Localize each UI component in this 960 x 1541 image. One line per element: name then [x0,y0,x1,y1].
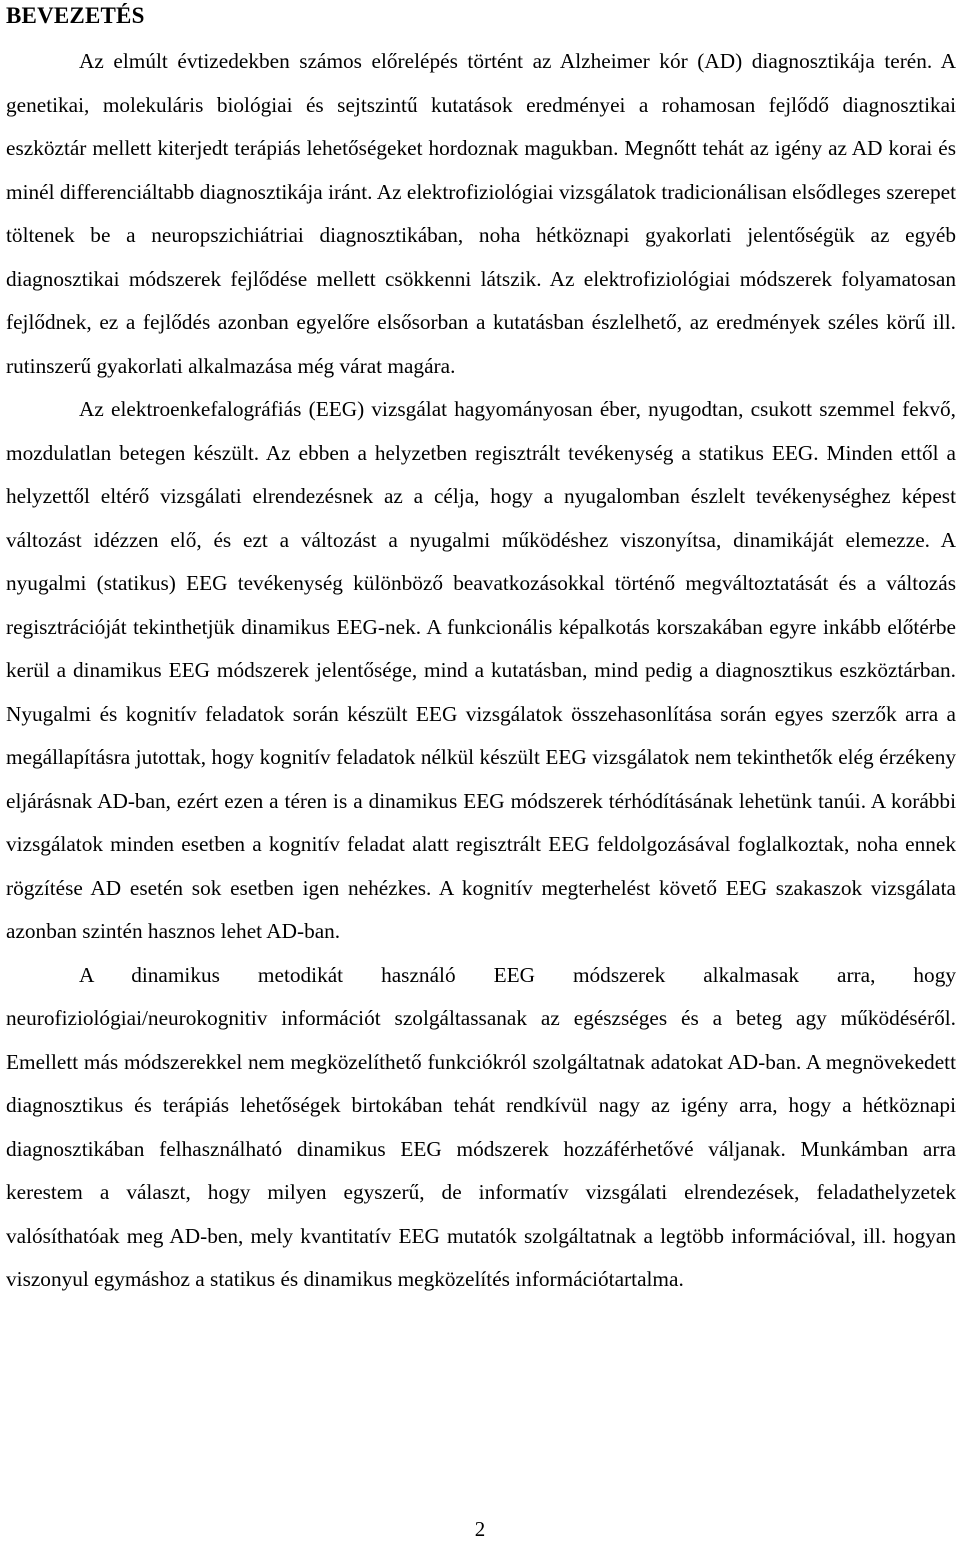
paragraph-dynamic-methods: A dinamikus metodikát használó EEG módszerek alkalmasak arra, hogy neurofiziológiai/neurokognitiv információt szolgáltassanak az egészséges és a beteg agy működéséről. Emellett más módszerekkel nem megközelíthető funkciókról szolgáltatnak adatokat AD-ban. A megnövekedett diagnosztikus és terápiás lehetőségek birtokában tehát rendkívül nagy az igény arra, hogy a hétköznapi diagnosztikában felhasználható dinamikus EEG módszerek hozzáférhetővé váljanak. Munkámban arra kerestem a választ, hogy milyen egyszerű, de informatív vizsgálati elrendezések, feladathelyzetek valósíthatóak meg AD-ben, mely kvantitatív EEG mutatók szolgáltatnak a legtöbb információval, ill. hogyan viszonyul egymáshoz a statikus és dinamikus megközelítés információtartalma. [6,962,956,1291]
paragraph-eeg: Az elektroenkefalográfiás (EEG) vizsgálat hagyományosan éber, nyugodtan, csukott szemmel fekvő, mozdulatlan betegen készült. Az ebben a helyzetben regisztrált tevékenység a statikus EEG. Minden ettől a helyzettől eltérő vizsgálati elrendezésnek az a célja, hogy a nyugalomban észlelt tevékenységhez képest változást idézzen elő, és ezt a változást a nyugalmi működéshez viszonyítsa, dinamikáját elemezze. A nyugalmi (statikus) EEG tevékenység különböző beavatkozásokkal történő megváltoztatását és a változás regisztrációját tekinthetjük dinamikus EEG-nek. A funkcionális képalkotás korszakában egyre inkább előtérbe kerül a dinamikus EEG módszerek jelentősége, mind a kutatásban, mind pedig a diagnosztikus eszköztárban. Nyugalmi és kognitív feladatok során készült EEG vizsgálatok összehasonlítása során egyes szerzők arra a megállapításra jutottak, hogy kognitív feladatok nélkül készült EEG vizsgálatok nem tekinthetők elég érzékeny eljárásnak AD-ban, ezért ezen a téren is a dinamikus EEG módszerek térhódításának lehetünk tanúi. A korábbi vizsgálatok minden esetben a kognitív feladat alatt regisztrált EEG feldolgozásával foglalkoztak, noha ennek rögzítése AD esetén sok esetben igen nehézkes. A kognitív megterhelést követő EEG szakaszok vizsgálata azonban szintén hasznos lehet AD-ban. [6,397,956,943]
section-heading: BEVEZETÉS [6,3,145,28]
page-number: 2 [474,1517,486,1541]
paragraph-intro: Az elmúlt évtizedekben számos előrelépés történt az Alzheimer kór (AD) diagnosztikája terén. A genetikai, molekuláris biológiai és sejtszintű kutatások eredményei a rohamosan fejlődő diagnosztikai eszköztár mellett kiterjedt terápiás lehetőségeket hordoznak magukban. Megnőtt tehát az igény az AD korai és minél differenciáltabb diagnosztikája iránt. Az elektrofiziológiai vizsgálatok tradicionálisan elsődleges szerepet töltenek be a neuropszichiátriai diagnosztikában, noha hétköznapi gyakorlati jelentőségük az egyéb diagnosztikai módszerek fejlődése mellett csökkenni látszik. Az elektrofiziológiai módszerek folyamatosan fejlődnek, ez a fejlődés azonban egyelőre elsősorban a kutatásban észlelhető, az eredmények széles körű ill. rutinszerű gyakorlati alkalmazása még várat magára. [6,49,956,378]
document-page [6,0,956,1302]
